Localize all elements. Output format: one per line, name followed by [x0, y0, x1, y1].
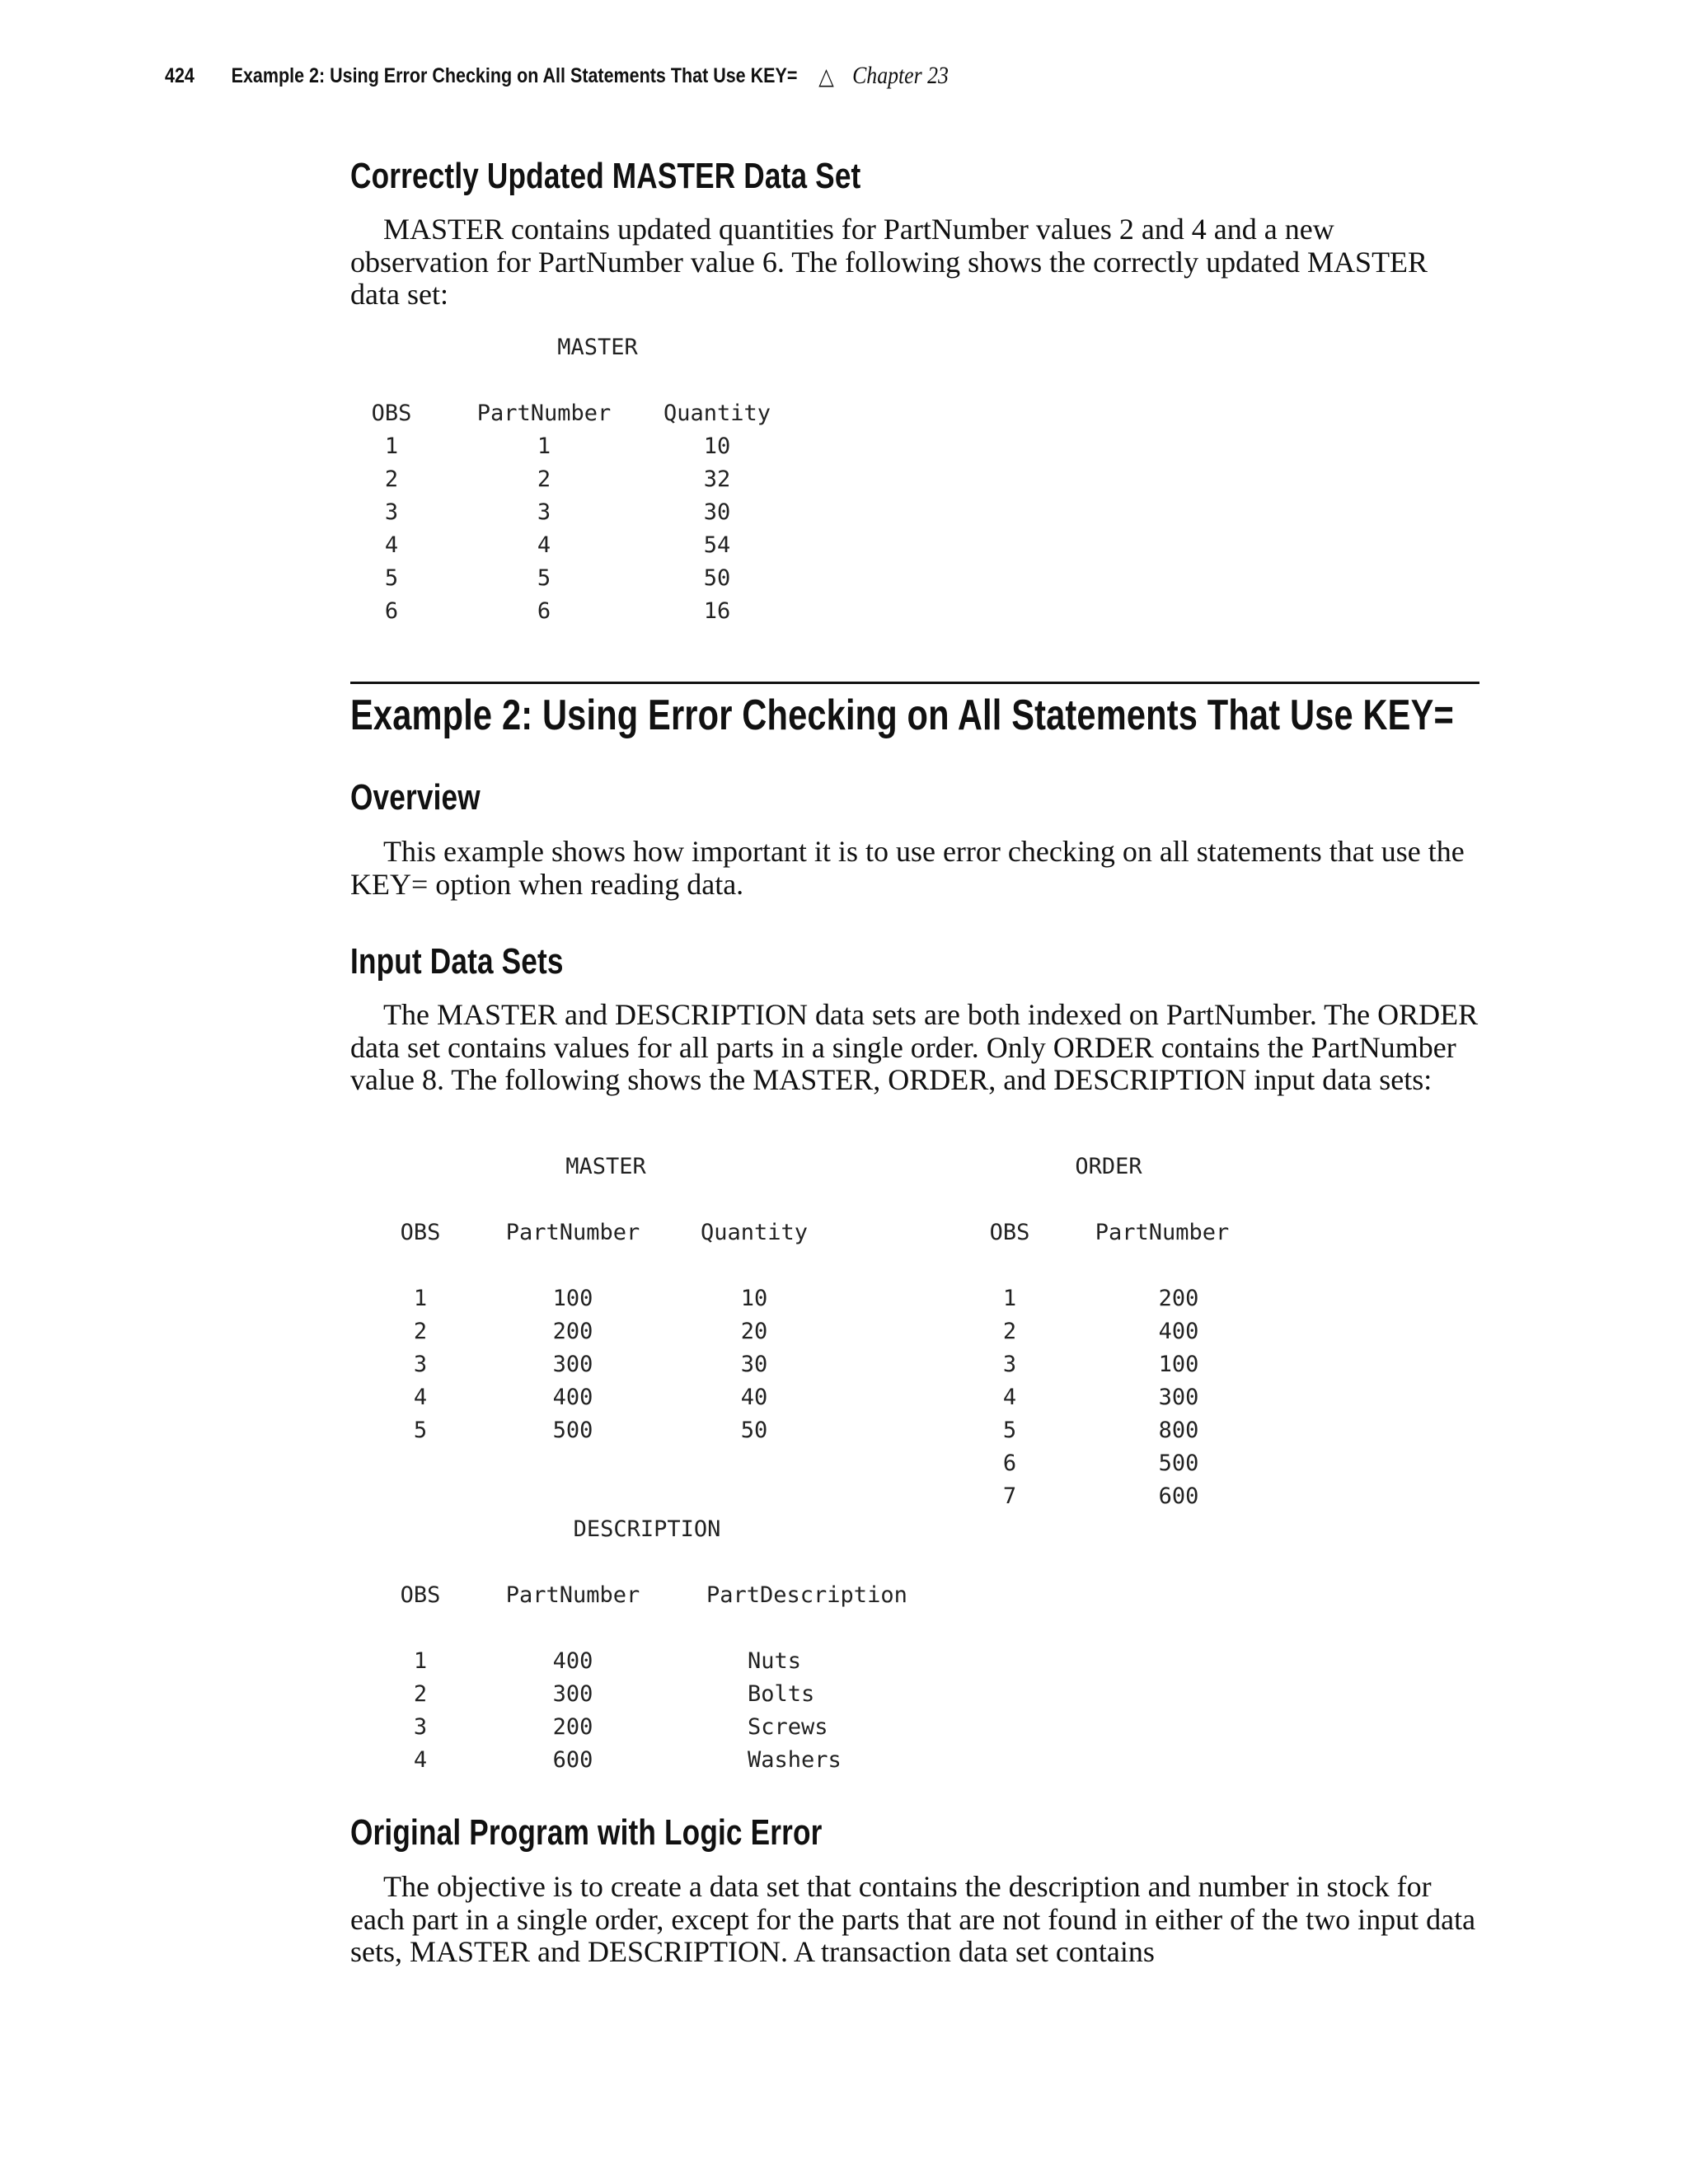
table-cell: 3 [384, 499, 399, 525]
section-paragraph-original-program: The objective is to create a data set that contains the description and number in stock for each part in a single order, except for the parts that are not found in either of the two input data sets, MASTER and DESCRIPTION. A transaction data set contains [350, 1870, 1476, 1968]
section-heading-input-data-sets: Input Data Sets [350, 941, 564, 982]
table-cell: Bolts [748, 1681, 815, 1707]
column-header: OBS [400, 1220, 441, 1245]
table-cell: 1 [384, 434, 399, 459]
triangle-icon: △ [818, 63, 834, 89]
table-cell: 1 [413, 1648, 428, 1674]
running-header [165, 59, 949, 92]
column-header: PartNumber [505, 1582, 640, 1608]
table-cell: 1 [1002, 1286, 1017, 1311]
table-cell: 6 [1002, 1451, 1017, 1476]
running-title: Example 2: Using Error Checking on All Statements That Use KEY= [231, 63, 798, 87]
table-cell: 200 [1158, 1286, 1199, 1311]
table-cell: Screws [748, 1714, 828, 1740]
table-cell: 1 [537, 434, 551, 459]
table-cell: 2 [1002, 1319, 1017, 1344]
table-cell: 32 [703, 466, 731, 492]
section-heading-correctly-updated: Correctly Updated MASTER Data Set [350, 156, 861, 196]
table-title: MASTER [565, 1154, 646, 1179]
table-cell: 300 [552, 1352, 593, 1377]
section-paragraph-overview: This example shows how important it is to use error checking on all statements that use the KEY= option when reading data. [350, 835, 1465, 901]
table-cell: 3 [1002, 1352, 1017, 1377]
table-cell: Washers [748, 1747, 842, 1773]
table-cell: 400 [552, 1648, 593, 1674]
table-cell: 1 [413, 1286, 428, 1311]
table-cell: 5 [1002, 1418, 1017, 1443]
table-cell: 4 [413, 1747, 428, 1773]
column-header: PartNumber [1095, 1220, 1230, 1245]
section-paragraph-input-data-sets: The MASTER and DESCRIPTION data sets are both indexed on PartNumber. The ORDER data set contains values for all parts in a single order. Only ORDER contains the PartNumber value 8. The following shows the MASTER, ORDER, and DESCRIPTION input data sets: [350, 998, 1479, 1096]
table-cell: 20 [740, 1319, 768, 1344]
table-cell: 400 [552, 1385, 593, 1410]
table-cell: 200 [552, 1714, 593, 1740]
table-title: DESCRIPTION [573, 1516, 721, 1542]
table-cell: 6 [537, 598, 551, 624]
table-cell: 40 [740, 1385, 768, 1410]
section-divider [350, 682, 1479, 684]
table-cell: 6 [384, 598, 399, 624]
table-cell: 400 [1158, 1319, 1199, 1344]
table-cell: 10 [740, 1286, 768, 1311]
table-cell: 10 [703, 434, 731, 459]
table-cell: 800 [1158, 1418, 1199, 1443]
table-cell: 4 [1002, 1385, 1017, 1410]
table-cell: 5 [537, 565, 551, 591]
table-cell: Nuts [748, 1648, 802, 1674]
column-header: Quantity [700, 1220, 809, 1245]
column-header: PartNumber [505, 1220, 640, 1245]
table-cell: 5 [413, 1418, 428, 1443]
table-cell: 600 [1158, 1483, 1199, 1509]
column-header: PartNumber [476, 401, 612, 426]
column-header: OBS [989, 1220, 1030, 1245]
table-cell: 3 [537, 499, 551, 525]
table-cell: 30 [703, 499, 731, 525]
table-cell: 4 [384, 532, 399, 558]
table-cell: 2 [537, 466, 551, 492]
page-number: 424 [165, 63, 195, 87]
table-cell: 100 [552, 1286, 593, 1311]
table-title: MASTER [557, 335, 638, 360]
table-cell: 30 [740, 1352, 768, 1377]
section-heading-overview: Overview [350, 777, 481, 818]
table-cell: 54 [703, 532, 731, 558]
table-cell: 500 [552, 1418, 593, 1443]
table-cell: 16 [703, 598, 731, 624]
table-title: ORDER [1075, 1154, 1142, 1179]
example-heading: Example 2: Using Error Checking on All Statements That Use KEY= [350, 691, 1454, 739]
table-cell: 600 [552, 1747, 593, 1773]
table-cell: 5 [384, 565, 399, 591]
table-cell: 4 [413, 1385, 428, 1410]
table-cell: 200 [552, 1319, 593, 1344]
section-heading-original-program: Original Program with Logic Error [350, 1812, 823, 1853]
section-paragraph-correctly-updated: MASTER contains updated quantities for PartNumber values 2 and 4 and a new observation for PartNumber value 6. The following shows the correctly updated MASTER data set: [350, 213, 1428, 311]
column-header: PartDescription [706, 1582, 907, 1608]
table-cell: 50 [740, 1418, 768, 1443]
table-cell: 2 [413, 1681, 428, 1707]
table-cell: 100 [1158, 1352, 1199, 1377]
table-cell: 4 [537, 532, 551, 558]
table-cell: 2 [384, 466, 399, 492]
table-cell: 3 [413, 1352, 428, 1377]
table-cell: 500 [1158, 1451, 1199, 1476]
chapter-label: Chapter 23 [852, 62, 949, 89]
table-cell: 300 [1158, 1385, 1199, 1410]
table-cell: 3 [413, 1714, 428, 1740]
table-cell: 300 [552, 1681, 593, 1707]
column-header: OBS [400, 1582, 441, 1608]
column-header: Quantity [663, 401, 771, 426]
column-header: OBS [371, 401, 412, 426]
table-cell: 50 [703, 565, 731, 591]
table-cell: 7 [1002, 1483, 1017, 1509]
table-cell: 2 [413, 1319, 428, 1344]
